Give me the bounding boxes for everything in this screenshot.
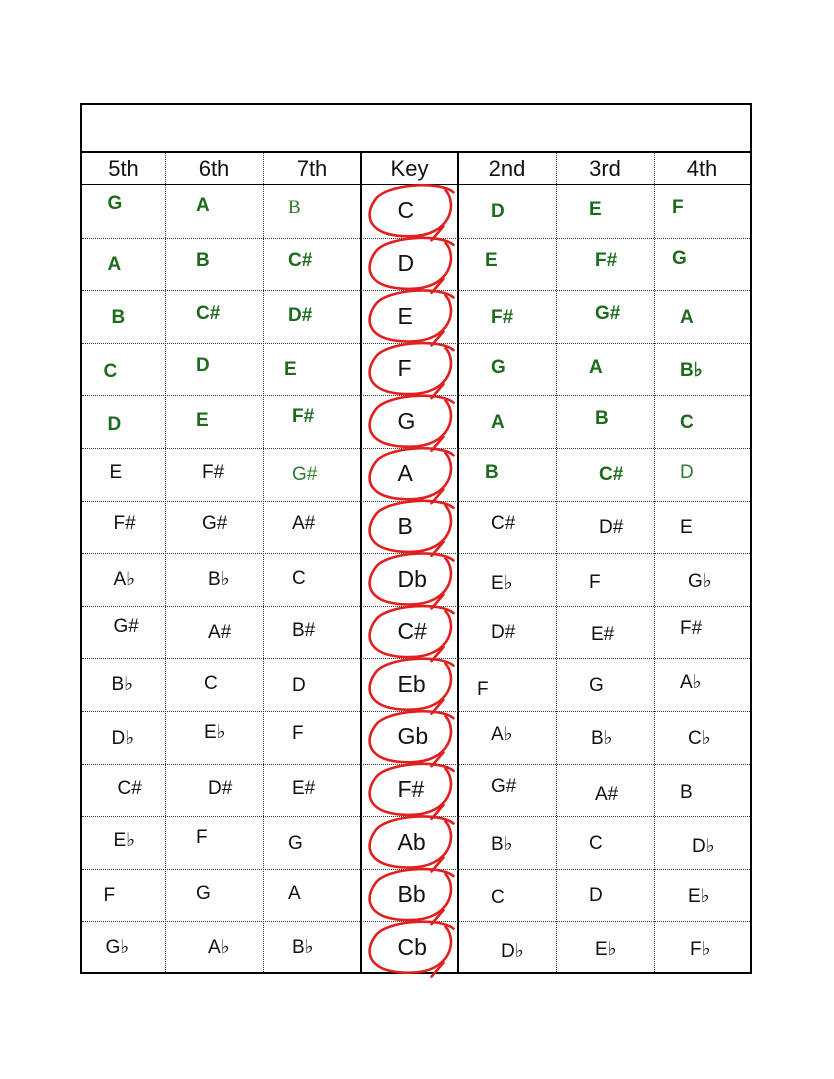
header-col-2nd: 2nd (488, 155, 526, 181)
note-cell: E♭ (113, 829, 136, 851)
note-cell: B♭ (491, 833, 513, 855)
note-cell: C# (117, 777, 142, 799)
note-cell: G♭ (688, 570, 712, 592)
header-col-7th: 7th (296, 155, 328, 181)
column-divider (360, 153, 362, 972)
note-cell: D♭ (692, 835, 715, 857)
column-divider (457, 153, 459, 972)
note-cell: B (680, 781, 693, 803)
note-cell: G# (202, 512, 228, 534)
note-cell: G♭ (105, 936, 130, 958)
key-cell: Eb (397, 670, 426, 697)
scale-degree-table (80, 103, 752, 974)
note-cell: B (595, 407, 609, 429)
row-divider (82, 658, 750, 659)
row-divider (82, 290, 750, 291)
note-cell: E♭ (491, 572, 513, 594)
key-cell: Ab (397, 828, 426, 855)
note-cell: E♭ (204, 722, 226, 744)
note-cell: D♭ (501, 940, 524, 962)
row-divider (82, 764, 750, 765)
note-cell: G# (113, 616, 139, 638)
header-col-5th: 5th (108, 155, 139, 181)
note-cell: D (589, 885, 603, 907)
note-cell: A (589, 357, 603, 379)
note-cell: A (107, 253, 122, 275)
note-cell: B# (292, 620, 316, 642)
key-cell: Cb (397, 933, 427, 960)
note-cell: E (109, 462, 123, 484)
note-cell: C (204, 672, 218, 694)
note-cell: G (672, 247, 687, 269)
note-cell: F# (113, 512, 136, 534)
note-cell: A# (595, 783, 619, 805)
note-cell: D# (288, 304, 313, 326)
key-cell: G (397, 407, 416, 434)
note-cell: A♭ (208, 936, 230, 958)
row-divider (82, 921, 750, 922)
note-cell: F (477, 678, 489, 700)
note-cell: F (103, 885, 116, 907)
note-cell: D (196, 355, 210, 377)
note-cell: D (680, 462, 694, 484)
note-cell: G (288, 832, 303, 854)
note-cell: B♭ (292, 936, 314, 958)
note-cell: G# (292, 464, 318, 486)
note-cell: F# (595, 249, 618, 271)
note-cell: F♭ (690, 938, 711, 960)
row-divider (82, 395, 750, 396)
column-divider (654, 153, 655, 972)
note-cell: D (292, 674, 306, 696)
key-cell: C# (397, 618, 427, 645)
row-divider (82, 816, 750, 817)
note-cell: C# (196, 302, 221, 324)
note-cell: F# (680, 618, 703, 640)
row-divider (82, 448, 750, 449)
column-divider (165, 153, 166, 972)
note-cell: F (196, 826, 208, 848)
note-cell: A# (208, 622, 232, 644)
note-cell: A# (292, 512, 316, 534)
key-cell: B (397, 512, 413, 539)
note-cell: C# (491, 512, 516, 534)
key-cell: D (397, 249, 415, 276)
note-cell: C# (288, 249, 313, 271)
header-col-6th: 6th (198, 155, 230, 181)
note-cell: B (111, 306, 126, 328)
column-divider (556, 153, 557, 972)
note-cell: E# (591, 624, 615, 646)
note-cell: B♭ (680, 360, 703, 382)
note-cell: E (680, 516, 693, 538)
note-cell: F# (292, 405, 315, 427)
note-cell: A (196, 195, 210, 217)
note-cell: A (680, 306, 694, 328)
note-cell: G (196, 883, 211, 905)
note-cell: B (288, 197, 301, 219)
column-divider (263, 153, 264, 972)
note-cell: D# (208, 777, 233, 799)
note-cell: A♭ (113, 568, 136, 590)
key-cell: F (397, 355, 412, 382)
note-cell: F# (491, 306, 514, 328)
key-cell: A (397, 460, 413, 487)
key-cell: Db (397, 565, 427, 592)
note-cell: C (103, 361, 118, 383)
key-cell: F# (397, 775, 425, 802)
row-divider (82, 606, 750, 607)
note-cell: D♭ (111, 728, 135, 750)
key-cell: Bb (397, 881, 426, 908)
row-divider (82, 553, 750, 554)
header-col-3rd: 3rd (589, 155, 621, 181)
note-cell: B♭ (591, 728, 613, 750)
row-divider (82, 711, 750, 712)
note-cell: E (589, 199, 602, 221)
note-cell: G (491, 357, 506, 379)
note-cell: B (196, 249, 210, 271)
note-cell: E (284, 359, 297, 381)
key-cell: Gb (397, 723, 429, 750)
note-cell: E♭ (688, 886, 710, 908)
row-divider (82, 343, 750, 344)
note-cell: C# (599, 464, 624, 486)
key-cell: E (397, 302, 413, 329)
note-cell: A (491, 411, 505, 433)
note-cell: C♭ (688, 728, 711, 750)
note-cell: D (491, 201, 505, 223)
note-cell: A♭ (680, 671, 702, 693)
note-cell: C (292, 567, 306, 589)
row-divider (82, 869, 750, 870)
note-cell: E (196, 409, 209, 431)
note-cell: A♭ (491, 724, 513, 746)
note-cell: B (485, 462, 499, 484)
note-cell: F (589, 571, 601, 593)
note-cell: E♭ (595, 938, 617, 960)
note-cell: D (107, 413, 122, 435)
note-cell: G (107, 193, 123, 215)
row-divider (82, 501, 750, 502)
note-cell: C (491, 887, 505, 909)
note-cell: D# (491, 622, 516, 644)
note-cell: E (485, 249, 498, 271)
header-col-key: Key (390, 155, 429, 181)
note-cell: B♭ (208, 568, 230, 590)
note-cell: F# (202, 462, 225, 484)
key-cell: C (397, 197, 415, 224)
table-title (82, 105, 750, 153)
note-cell: G# (491, 775, 517, 797)
header-row (82, 153, 750, 185)
note-cell: C (680, 411, 694, 433)
note-cell: D# (599, 516, 624, 538)
row-divider (82, 238, 750, 239)
header-col-4th: 4th (686, 155, 718, 181)
note-cell: C (589, 832, 603, 854)
note-cell: F (292, 723, 304, 745)
note-cell: G (589, 674, 604, 696)
note-cell: E# (292, 777, 316, 799)
note-cell: G# (595, 302, 621, 324)
note-cell: F (672, 197, 684, 219)
note-cell: A (288, 883, 301, 905)
note-cell: B♭ (111, 673, 134, 695)
